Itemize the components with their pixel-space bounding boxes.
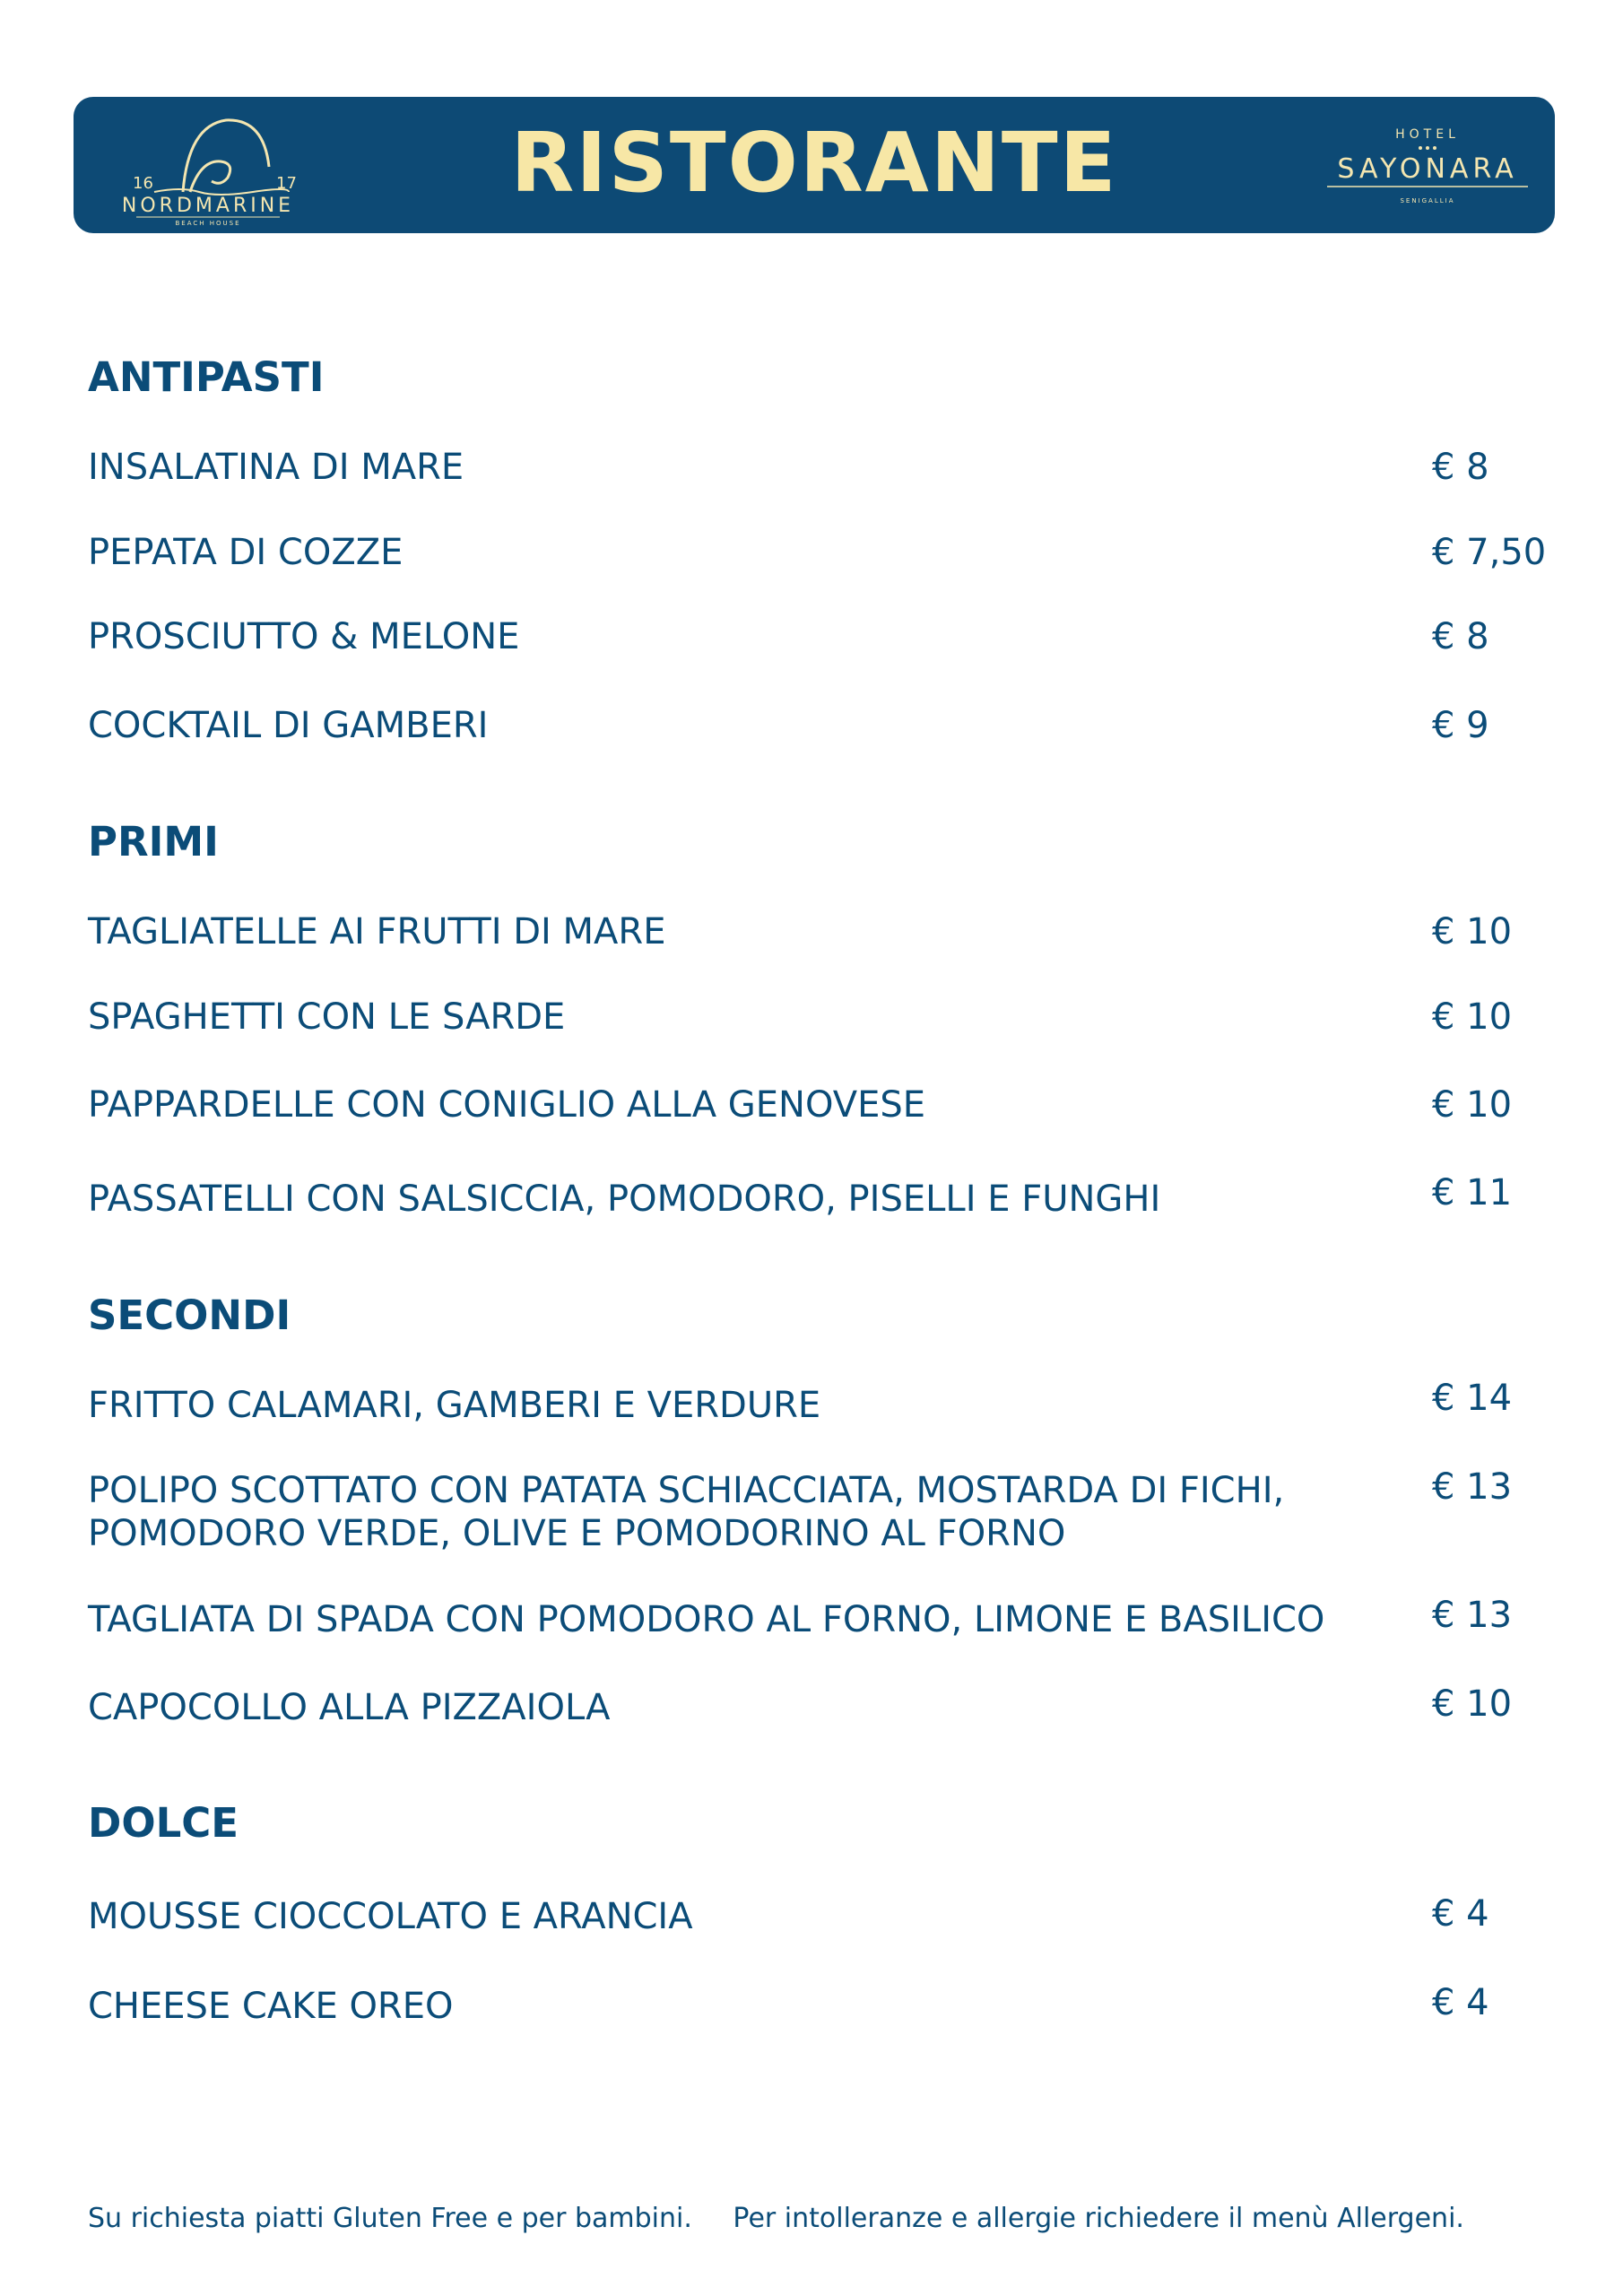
header-banner [74,97,1555,233]
menu-item-name: PAPPARDELLE CON CONIGLIO ALLA GENOVESE [88,1084,926,1126]
logo-hotel: HOTEL [1395,127,1460,142]
menu-item-name: PASSATELLI CON SALSICCIA, POMODORO, PISELLI E FUNGHI [88,1178,1161,1220]
logo-brand-nordmarine: NORDMARINE [121,195,295,217]
menu-item-price: € 14 [1432,1378,1513,1419]
menu-item-price: € 8 [1432,447,1489,488]
menu-item-price: € 10 [1432,996,1513,1038]
logo-sub-beach-house: BEACH HOUSE [175,220,241,226]
menu-item-price: € 13 [1432,1466,1513,1508]
logo-number-left: 16 [133,174,153,193]
menu-item-price: € 13 [1432,1595,1513,1636]
menu-item-price: € 4 [1432,1893,1489,1935]
menu-item-price: € 11 [1432,1172,1513,1213]
menu-item-name: POLIPO SCOTTATO CON PATATA SCHIACCIATA, MOSTARDA DI FICHI, POMODORO VERDE, OLIVE E POMODORINO AL FORNO [88,1470,1285,1554]
footer-note-allergens: Per intolleranze e allergie richiedere il menù Allergeni. [733,2203,1464,2234]
footer-note-gluten-free: Su richiesta piatti Gluten Free e per bambini. [88,2203,692,2234]
logo-number-right: 17 [276,174,297,193]
menu-item-name: TAGLIATA DI SPADA CON POMODORO AL FORNO, LIMONE E BASILICO [88,1599,1325,1640]
section-title-primi: PRIMI [88,818,219,865]
menu-item-name: CHEESE CAKE OREO [88,1986,454,2027]
menu-item-price: € 10 [1432,911,1513,952]
menu-item-name: INSALATINA DI MARE [88,447,464,488]
menu-item-price: € 10 [1432,1084,1513,1126]
menu-item-price: € 9 [1432,705,1489,746]
sayonara-logo [1320,126,1535,215]
section-title-secondi: SECONDI [88,1292,291,1339]
page-title: RISTORANTE [510,115,1118,211]
menu-item-price: € 8 [1432,616,1489,657]
menu-item-name: SPAGHETTI CON LE SARDE [88,996,566,1038]
menu-item-name: COCKTAIL DI GAMBERI [88,705,489,746]
menu-item-price: € 10 [1432,1683,1513,1725]
menu-item-price: € 7,50 [1432,532,1547,573]
menu-item-name: MOUSSE CIOCCOLATO E ARANCIA [88,1896,693,1937]
menu-item-name: PEPATA DI COZZE [88,532,404,573]
logo-brand-sayonara: SAYONARA [1337,153,1518,185]
logo-sub-senigallia: SENIGALLIA [1400,197,1455,204]
menu-item-name: FRITTO CALAMARI, GAMBERI E VERDURE [88,1385,821,1426]
menu-item-name: TAGLIATELLE AI FRUTTI DI MARE [88,911,666,952]
menu-item-name: CAPOCOLLO ALLA PIZZAIOLA [88,1687,611,1728]
section-title-antipasti: ANTIPASTI [88,353,325,401]
section-title-dolce: DOLCE [88,1799,239,1847]
footer-note [88,2203,1464,2234]
menu-item-price: € 4 [1432,1982,1489,2023]
menu-item-name: PROSCIUTTO & MELONE [88,616,520,657]
